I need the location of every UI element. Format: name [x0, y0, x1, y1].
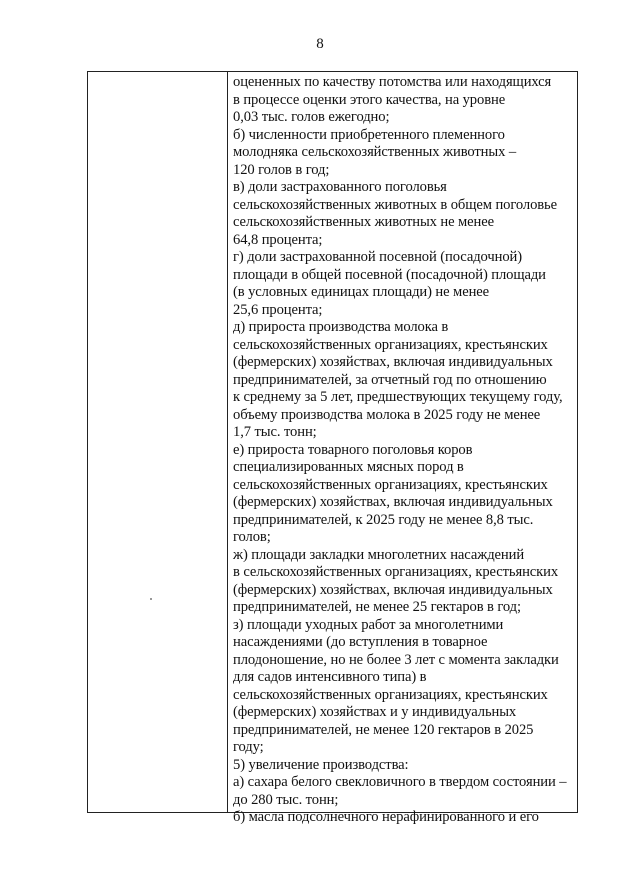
text-line: плодоношение, но не более 3 лет с момента закладки [233, 651, 559, 668]
text-line: (фермерских) хозяйствах и у индивидуальных [233, 704, 517, 720]
text-line: ж) площади закладки многолетних насаждений [233, 546, 525, 563]
document-table [87, 71, 578, 825]
text-line: (фермерских) хозяйствах, включая индивидуальных [233, 581, 553, 598]
text-line: б) численности приобретенного племенного [233, 126, 505, 143]
text-line: в процессе оценки этого качества, на уровне [233, 91, 506, 108]
text-line: предпринимателей, не менее 25 гектаров в год; [233, 599, 521, 615]
text-line: д) прироста производства молока в [233, 319, 449, 335]
text-line: г) доли застрахованной посевной (посадочной) [233, 249, 522, 265]
text-line: сельскохозяйственных организациях, крестьянских [233, 336, 548, 353]
text-line: объему производства молока в 2025 году не менее [233, 406, 541, 423]
text-line: сельскохозяйственных животных не менее [233, 214, 495, 230]
text-line: 120 голов в год; [233, 161, 330, 178]
text-line: (в условных единицах площади) не менее [233, 284, 490, 300]
text-line: предпринимателей, не менее 120 гектаров в 2025 [233, 721, 534, 738]
text-line: сельскохозяйственных организациях, крестьянских [233, 686, 548, 703]
text-line: сельскохозяйственных организациях, крестьянских [233, 476, 548, 493]
text-line: сельскохозяйственных животных в общем поголовье [233, 196, 557, 213]
text-line: молодняка сельскохозяйственных животных – [233, 144, 517, 160]
text-line: насаждениями (до вступления в товарное [233, 634, 488, 650]
text-line: голов; [233, 529, 271, 545]
scan-speck [150, 598, 152, 600]
text-line: б) масла подсолнечного нерафинированного и его [233, 809, 539, 825]
text-line: 64,8 процента; [233, 231, 323, 248]
text-line: площади в общей посевной (посадочной) площади [233, 266, 546, 283]
text-line: предпринимателей, за отчетный год по отношению [233, 371, 547, 388]
text-line: з) площади уходных работ за многолетними [233, 616, 504, 633]
text-line: 0,03 тыс. голов ежегодно; [233, 109, 390, 125]
text-line: специализированных мясных пород в [233, 459, 464, 475]
table-left-cell [88, 72, 228, 812]
table-right-cell [228, 72, 577, 825]
text-line: до 280 тыс. тонн; [233, 791, 339, 808]
text-line: (фермерских) хозяйствах, включая индивидуальных [233, 494, 553, 510]
text-line: е) прироста товарного поголовья коров [233, 441, 473, 458]
text-line: в) доли застрахованного поголовья [233, 179, 447, 195]
text-line: в сельскохозяйственных организациях, крестьянских [233, 564, 559, 580]
text-line: году; [233, 739, 264, 755]
text-line: (фермерских) хозяйствах, включая индивидуальных [233, 354, 553, 370]
text-line: 1,7 тыс. тонн; [233, 424, 317, 440]
text-line: а) сахара белого свекловичного в твердом состоянии – [233, 774, 567, 790]
text-line: для садов интенсивного типа) в [233, 669, 427, 685]
page-number: 8 [316, 36, 324, 52]
text-line: к среднему за 5 лет, предшествующих текущему году, [233, 389, 563, 405]
text-line: оцененных по качеству потомства или находящихся [233, 74, 552, 90]
text-line: предпринимателей, к 2025 году не менее 8,8 тыс. [233, 511, 534, 528]
text-line: 5) увеличение производства: [233, 756, 409, 773]
text-line: 25,6 процента; [233, 301, 323, 318]
